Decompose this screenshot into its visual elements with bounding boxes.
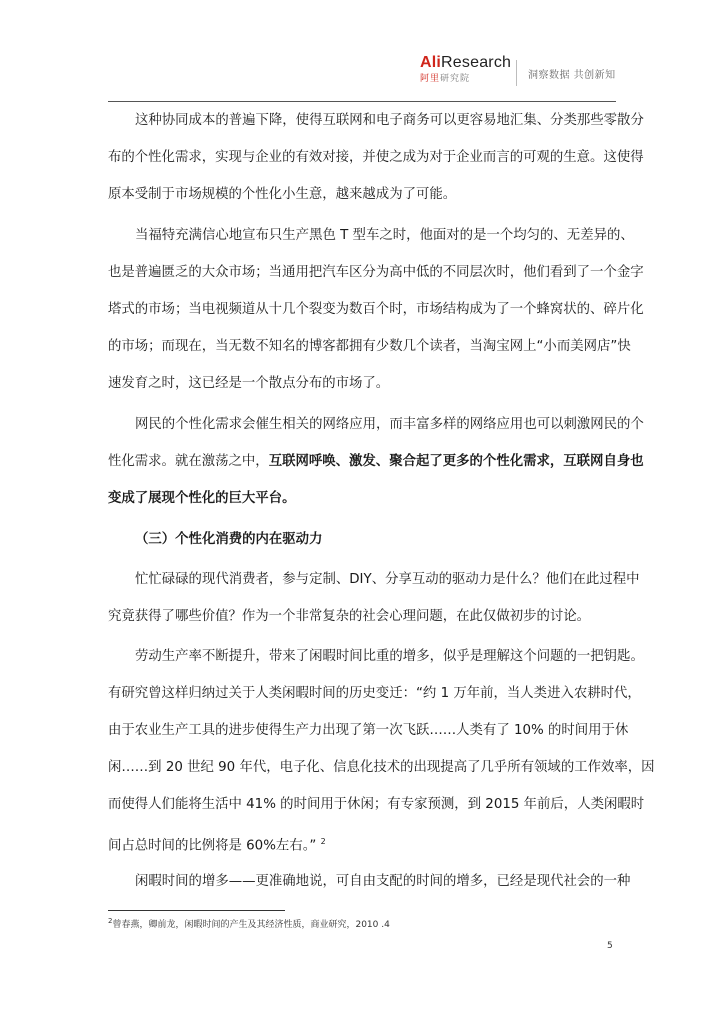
- logo-ali-text: Ali: [420, 54, 442, 71]
- paragraph-2: [108, 217, 644, 402]
- logo-sub-brand: 阿里: [420, 74, 441, 84]
- text-line: [108, 443, 644, 480]
- text-line: 也是普遍匮乏的大众市场；当通用把汽车区分为高中低的不同层次时，他们看到了一个金字: [108, 265, 644, 280]
- text-line: 当福特充满信心地宣布只生产黑色 T 型车之时，他面对的是一个均匀的、无差异的、: [135, 228, 634, 243]
- text-line: 劳动生产率不断提升，带来了闲暇时间比重的增多，似乎是理解这个问题的一把钥匙。: [135, 649, 644, 664]
- paragraph-6: [108, 863, 631, 900]
- logo-sub-text: 研究院: [440, 74, 471, 84]
- text-line: 有研究曾这样归纳过关于人类闲暇时间的历史变迁：“约 1 万年前，当人类进入农耕时代，: [108, 686, 641, 701]
- text-bold: 互联网呼唤、激发、聚合起了更多的个性化需求，互联网自身也: [268, 454, 644, 469]
- paragraph-5: [108, 638, 655, 860]
- footnote-reference[interactable]: 2: [320, 837, 326, 846]
- page-number: 5: [607, 941, 613, 951]
- aliresearch-logo: [420, 54, 511, 84]
- text-normal: 间占总时间的比例将是 60%左右。”: [108, 838, 317, 854]
- paragraph-1: [108, 102, 644, 213]
- text-line: 究竟获得了哪些价值？作为一个非常复杂的社会心理问题，在此仅做初步的讨论。: [108, 609, 591, 624]
- text-line: 闲暇时间的增多——更准确地说，可自由支配的时间的增多，已经是现代社会的一种: [135, 874, 631, 889]
- text-line: 速发育之时，这已经是一个散点分布的市场了。: [108, 376, 390, 391]
- footnote-mark: 2: [108, 917, 113, 925]
- header-divider: [516, 60, 517, 86]
- logo-research-text: Research: [441, 54, 512, 71]
- text-line: 布的个性化需求，实现与企业的有效对接，并使之成为对于企业而言的可观的生意。这使得: [108, 150, 644, 165]
- text-line: 塔式的市场；当电视频道从十几个裂变为数百个时，市场结构成为了一个蜂窝状的、碎片化: [108, 302, 644, 317]
- footnote: [108, 917, 390, 930]
- text-normal: 性化需求。就在激荡之中，: [108, 454, 269, 469]
- page-header: [420, 54, 620, 94]
- text-line: 闲……到 20 世纪 90 年代，电子化、信息化技术的出现提高了几乎所有领域的工作效率，因: [108, 760, 655, 775]
- text-line: 由于农业生产工具的进步使得生产力出现了第一次飞跃……人类有了 10% 的时间用于休: [108, 723, 629, 738]
- paragraph-3: [108, 406, 644, 517]
- text-line: 忙忙碌碌的现代消费者，参与定制、DIY、分享互动的驱动力是什么？他们在此过程中: [135, 572, 640, 587]
- paragraph-4: [108, 561, 640, 635]
- footnote-rule: [108, 910, 285, 911]
- text-line: 的市场；而现在，当无数不知名的博客都拥有少数几个读者，当淘宝网上“小而美网店”快: [108, 339, 631, 354]
- text-line: 变成了展现个性化的巨大平台。: [108, 491, 296, 506]
- text-line: 这种协同成本的普遍下降，使得互联网和电子商务可以更容易地汇集、分类那些零散分: [135, 113, 644, 128]
- text-line: 网民的个性化需求会催生相关的网络应用，而丰富多样的网络应用也可以刺激网民的个: [135, 417, 644, 432]
- section-heading: （三）个性化消费的内在驱动力: [135, 532, 323, 547]
- footnote-text: 曾春燕，卿前龙，闲暇时间的产生及其经济性质，商业研究，2010 .4: [112, 920, 390, 930]
- header-slogan: 洞察数据 共创新知: [528, 70, 616, 81]
- text-line: 而使得人们能将生活中 41% 的时间用于休闲；有专家预测，到 2015 年前后，人类闲暇时: [108, 797, 645, 812]
- text-line: 原本受制于市场规模的个性化小生意，越来越成为了可能。: [108, 187, 457, 202]
- text-line: [108, 823, 616, 860]
